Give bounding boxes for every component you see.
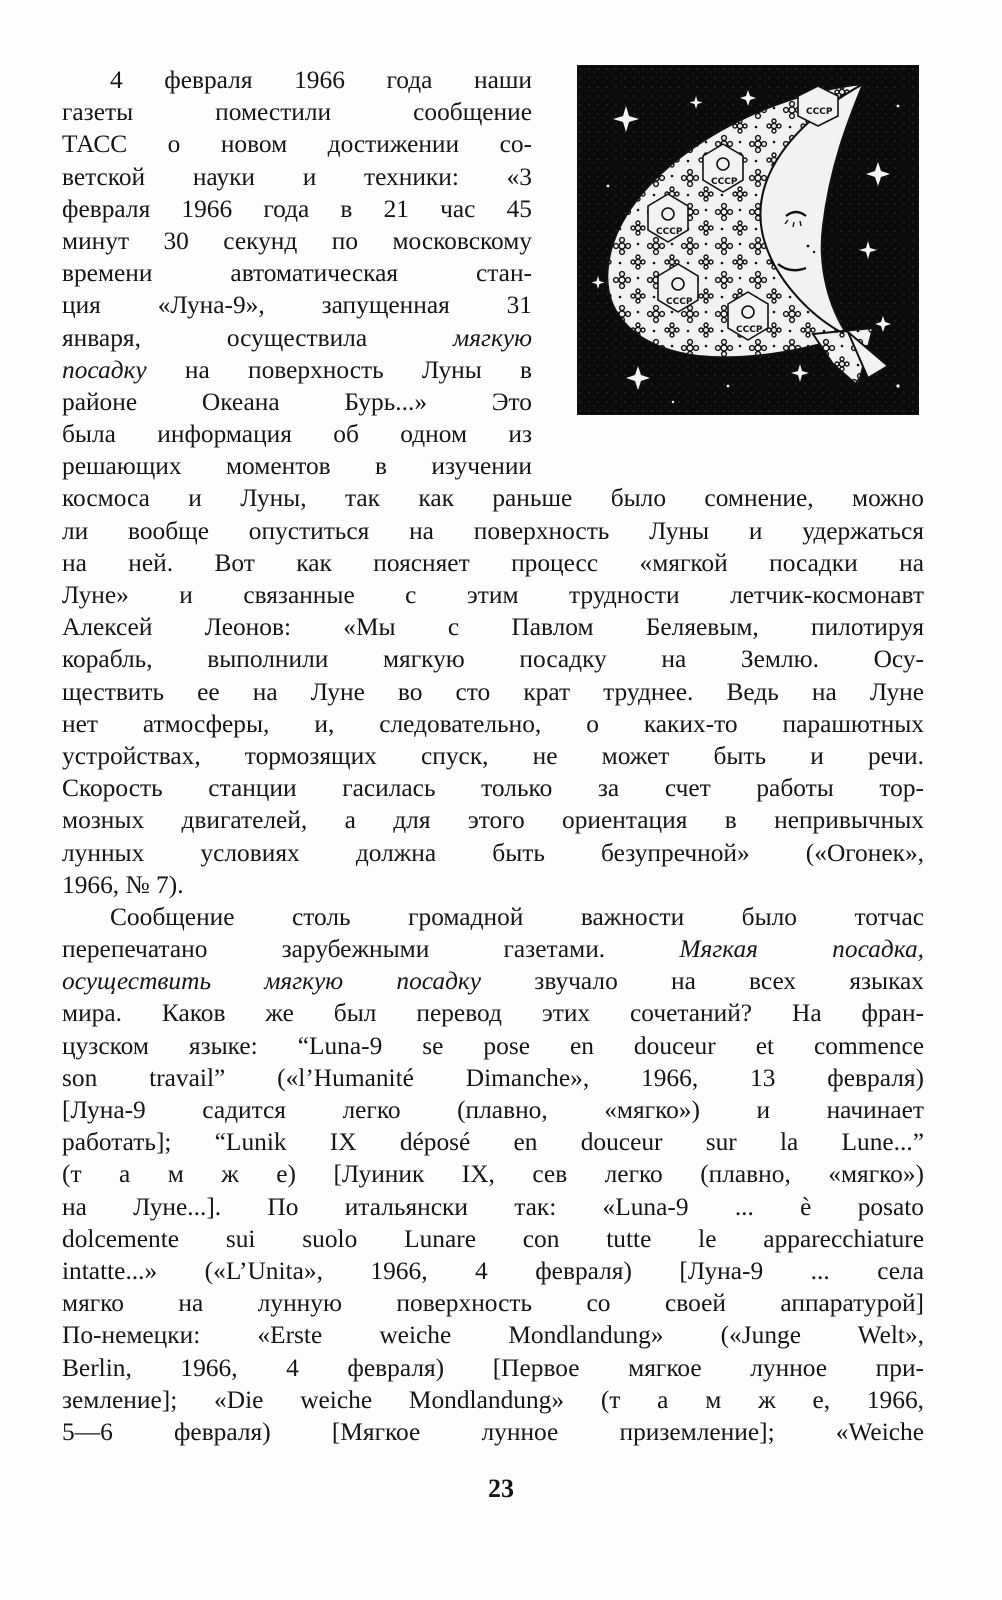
text-line: на ней. Вот как поясняет процесс «мягкой посадки на <box>62 548 924 577</box>
text-line: лунных условиях должна быть безупречной» («Огонек», <box>62 838 924 867</box>
text-line: мозных двигателей, а для этого ориентация в непривычных <box>62 806 924 835</box>
text-run: , 1966, <box>823 1385 924 1414</box>
text-line <box>62 933 924 965</box>
text-line: ТАСС о новом достижении со- <box>62 130 532 159</box>
text-line: работать]; “Lunik IX déposé en douceur sur la Lune...” <box>62 1128 924 1157</box>
text-line: ветской науки и техники: «3 <box>62 162 532 191</box>
body-text <box>62 64 924 1448</box>
text-run: ( <box>62 1160 71 1189</box>
svg-text:СССР: СССР <box>656 227 683 237</box>
text-line <box>62 1384 924 1416</box>
text-line <box>62 322 532 354</box>
text-line: ция «Луна-9», запущенная 31 <box>62 291 532 320</box>
text-line <box>62 965 924 997</box>
spaced-term: т а м ж е <box>609 1385 824 1414</box>
text-line: газеты поместили сообщение <box>62 98 532 127</box>
text-run: ) [Луиник IX, сев легко (плавно, «мягко») <box>287 1160 924 1189</box>
italic-term: осуществить мягкую посадку <box>62 967 482 996</box>
text-line: dolcemente sui suolo Lunare con tutte le apparecchiature <box>62 1224 924 1253</box>
text-line: Алексей Леонов: «Мы с Павлом Беляевым, пилотируя <box>62 613 924 642</box>
svg-text:СССР: СССР <box>666 297 693 307</box>
text-line: минут 30 секунд по московскому <box>62 226 532 255</box>
text-line: решающих моментов в изучении <box>62 452 532 481</box>
text-line: ществить ее на Луне во сто крат труднее. Ведь на Луне <box>62 677 924 706</box>
text-line: 1966, № 7). <box>62 870 184 899</box>
text-line: мира. Каков же был перевод этих сочетаний? На фран- <box>62 999 924 1028</box>
text-run: на поверхность Луны в <box>146 355 532 384</box>
text-line: устройствах, тормозящих спуск, не может быть и речи. <box>62 741 924 770</box>
text-line: нет атмосферы, и, следовательно, о каких-то парашютных <box>62 709 924 738</box>
svg-text:СССР: СССР <box>711 177 738 187</box>
svg-text:СССР: СССР <box>806 107 833 117</box>
text-run: звучало на всех языках <box>481 967 924 996</box>
svg-text:СССР: СССР <box>736 325 763 335</box>
text-line: времени автоматическая стан- <box>62 259 532 288</box>
text-line: ли вообще опуститься на поверхность Луны и удержаться <box>62 516 924 545</box>
text-line: космоса и Луны, так как раньше было сомнение, можно <box>62 484 924 513</box>
page-number: 23 <box>488 1474 514 1503</box>
text-line: районе Океана Бурь...» Это <box>62 387 532 416</box>
text-run: перепечатано зарубежными газетами. <box>62 935 606 964</box>
text-line: Скорость станции гасилась только за счет работы тор- <box>62 774 924 803</box>
italic-term: мягкую <box>453 323 532 352</box>
text-line: корабль, выполнили мягкую посадку на Землю. Осу- <box>62 645 924 674</box>
text-run: января, осуществила <box>62 323 454 352</box>
text-line: По-немецки: «Erste weiche Mondlandung» («Junge Welt», <box>62 1321 924 1350</box>
text-line: на Луне...]. По итальянски так: «Luna-9 ... è posato <box>62 1192 924 1221</box>
text-line <box>62 1158 924 1190</box>
text-line: [Луна-9 садится легко (плавно, «мягко») и начинает <box>62 1096 924 1124</box>
spaced-term: т а м ж е <box>70 1160 288 1189</box>
text-line: 4 февраля 1966 года наши <box>110 66 532 94</box>
text-line: мягко на лунную поверхность со своей аппаратурой] <box>62 1289 924 1318</box>
italic-term: Мягкая посадка, <box>679 935 924 964</box>
text-line: 5—6 февраля) [Мягкое лунное приземление]; «Weiche <box>62 1417 924 1446</box>
text-line: февраля 1966 года в 21 час 45 <box>62 194 532 223</box>
text-line: Berlin, 1966, 4 февраля) [Первое мягкое лунное при- <box>62 1353 924 1382</box>
text-line: была информация об одном из <box>62 420 532 449</box>
text-line: Сообщение столь громадной важности было тотчас <box>110 902 924 931</box>
text-run: землениe]; «Die weiche Mondlandung» ( <box>62 1385 610 1414</box>
text-line: Луне» и связанные с этим трудности летчик-космонавт <box>62 581 924 609</box>
text-line: son travail” («l’Humanité Dimanche», 1966, 13 февраля) <box>62 1063 924 1092</box>
text-line: цузском языке: “Luna-9 se pose en douceur et commence <box>62 1031 924 1060</box>
text-line <box>62 354 532 386</box>
italic-term: посадку <box>62 355 147 384</box>
text-line: intatte...» («L’Unita», 1966, 4 февраля) [Луна-9 ... села <box>62 1256 924 1285</box>
